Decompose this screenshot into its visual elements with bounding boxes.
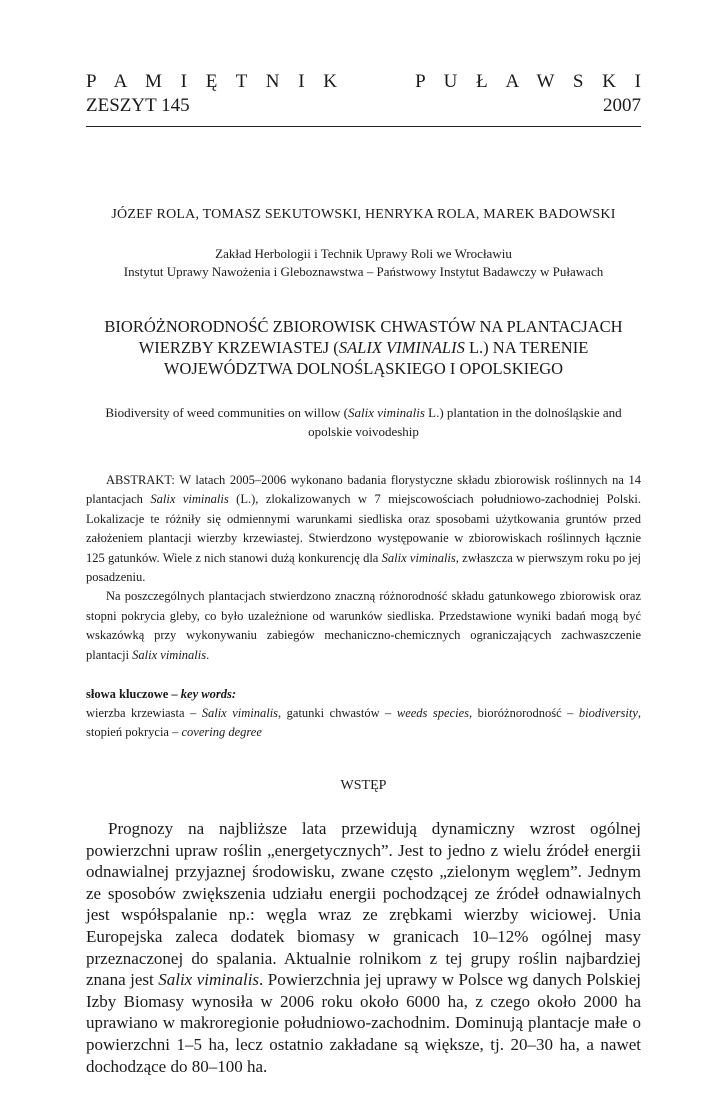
header-rule xyxy=(86,126,641,127)
abstract-text: (L.), zlokalizowanych w 7 miejscowościach południowo-zachodniej Polski. Lokalizacje te różniły się odmiennymi warunkami siedliska oraz sposobami użytkowania gruntów przed założeniem plantacji wierzby krzewiastej. Stwierdzono występowanie w zbiorowiskach roślinnych łącznie 125 gatunków. Wiele z nich stanowi dużą konkurencję dla xyxy=(86,492,641,565)
issue-year: 2007 xyxy=(603,95,641,116)
paper-page xyxy=(0,70,725,1094)
affiliations xyxy=(86,245,641,281)
keyword-translation: covering degree xyxy=(181,725,262,740)
abstract xyxy=(86,471,641,665)
subtitle-part1: Biodiversity of weed communities on willow ( xyxy=(105,405,348,420)
issue-number: ZESZYT 145 xyxy=(86,95,190,116)
abstract-text: ABSTRAKT: W latach 2005–2006 wykonano badania florystyczne składu zbiorowisk roślinnych na 14 plantacjach xyxy=(86,473,641,507)
intro-text: . Powierzchnia jej uprawy w Polsce wg danych Polskiej Izby Biomasy wynosiła w 2006 roku około 6000 ha, z czego około 2000 ha uprawiano w makroregionie południowo-zachodnim. Dominują plantacje małe o powierzchni 1–5 ha, lecz ostatnio zakładane są większe, tj. 20–30 ha, a nawet dochodzące do 80–100 ha. xyxy=(86,970,641,1076)
intro-species: Salix viminalis xyxy=(158,970,260,990)
abstract-text: . xyxy=(206,647,210,662)
title-part1: BIORÓŻNORODNOŚĆ ZBIOROWISK CHWASTÓW NA PLANTACJACH WIERZBY KRZEWIASTEJ ( xyxy=(104,317,623,357)
keyword-term: wierzba krzewiasta – xyxy=(86,706,202,721)
section-heading-intro: WSTĘP xyxy=(340,778,387,794)
keywords-list xyxy=(86,704,641,742)
affiliation-1: Zakład Herbologii i Technik Uprawy Roli we Wrocławiu xyxy=(215,246,512,261)
keyword-translation: Salix viminalis xyxy=(201,706,279,721)
keywords-heading-en: key words: xyxy=(180,687,236,702)
keywords-heading-pl: słowa kluczowe – xyxy=(86,687,181,702)
affiliation-2: Instytut Uprawy Nawożenia i Gleboznawstwa – Państwowy Instytut Badawczy w Puławach xyxy=(123,264,604,279)
keyword-term: , gatunki chwastów – xyxy=(278,706,397,721)
abstract-text: , zwłaszcza w pierwszym roku po jej posadzeniu. xyxy=(86,550,642,585)
intro-text: Prognozy na najbliższe lata przewidują dynamiczny wzrost ogólnej powierzchni upraw roślin „energetycznych”. Jest to jedno z wielu źródeł energii odnawialnej przyjaznej środowisku, zwane często „zielonym węglem”. Jednym ze sposobów zwiększenia udziału energii pochodzącej ze źródeł odnawialnych jest współspalanie np.: węgla wraz ze zrębkami wierzby wiciowej. Unia Europejska zaleca dodatek biomasy w granicach 10–12% ogólnej masy przeznaczonej do spalania. Aktualnie rolnikom z tej grupy roślin najbardziej znana jest xyxy=(86,819,641,990)
abstract-species: Salix viminalis xyxy=(132,647,207,662)
paper-title xyxy=(86,316,641,379)
subtitle-part2: L.) plantation in the dolnośląskie and opolskie voivodeship xyxy=(308,405,622,439)
title-species: SALIX VIMINALIS xyxy=(338,338,465,357)
abstract-species: Salix viminalis xyxy=(381,550,456,565)
issue-line xyxy=(86,94,641,118)
abstract-species: Salix viminalis xyxy=(150,492,229,507)
journal-name-part2: P U Ł A W S K I xyxy=(415,71,641,92)
abstract-paragraph-1 xyxy=(86,471,641,587)
keyword-translation: weeds species xyxy=(396,706,470,721)
journal-title xyxy=(86,70,641,94)
abstract-text: Na poszczególnych plantacjach stwierdzono znaczną różnorodność składu gatunkowego zbiorowisk oraz stopni pokrycia gleby, co było uzależnione od warunków siedliska. Przedstawione wyniki badań mogą być wskazówką przy wykonywaniu zabiegów mechaniczno-chemicznych ograniczających zachwaszczenie plantacji xyxy=(86,589,641,662)
intro-body xyxy=(86,818,641,1077)
keyword-term: , stopień pokrycia – xyxy=(86,706,642,740)
keywords-heading xyxy=(86,685,641,704)
authors: JÓZEF ROLA, TOMASZ SEKUTOWSKI, HENRYKA ROLA, MAREK BADOWSKI xyxy=(111,207,616,222)
subtitle-species: Salix viminalis xyxy=(347,405,425,420)
title-part2: L.) NA TERENIE WOJEWÓDZTWA DOLNOŚLĄSKIEGO I OPOLSKIEGO xyxy=(163,338,589,378)
keyword-translation: biodiversity xyxy=(578,706,638,721)
journal-name-part1: P A M I Ę T N I K xyxy=(86,71,338,92)
paper-subtitle xyxy=(86,403,641,441)
keyword-term: , bioróżnorodność – xyxy=(469,706,579,721)
abstract-paragraph-2 xyxy=(86,587,641,665)
intro-paragraph xyxy=(86,818,641,1077)
keywords xyxy=(86,685,641,742)
